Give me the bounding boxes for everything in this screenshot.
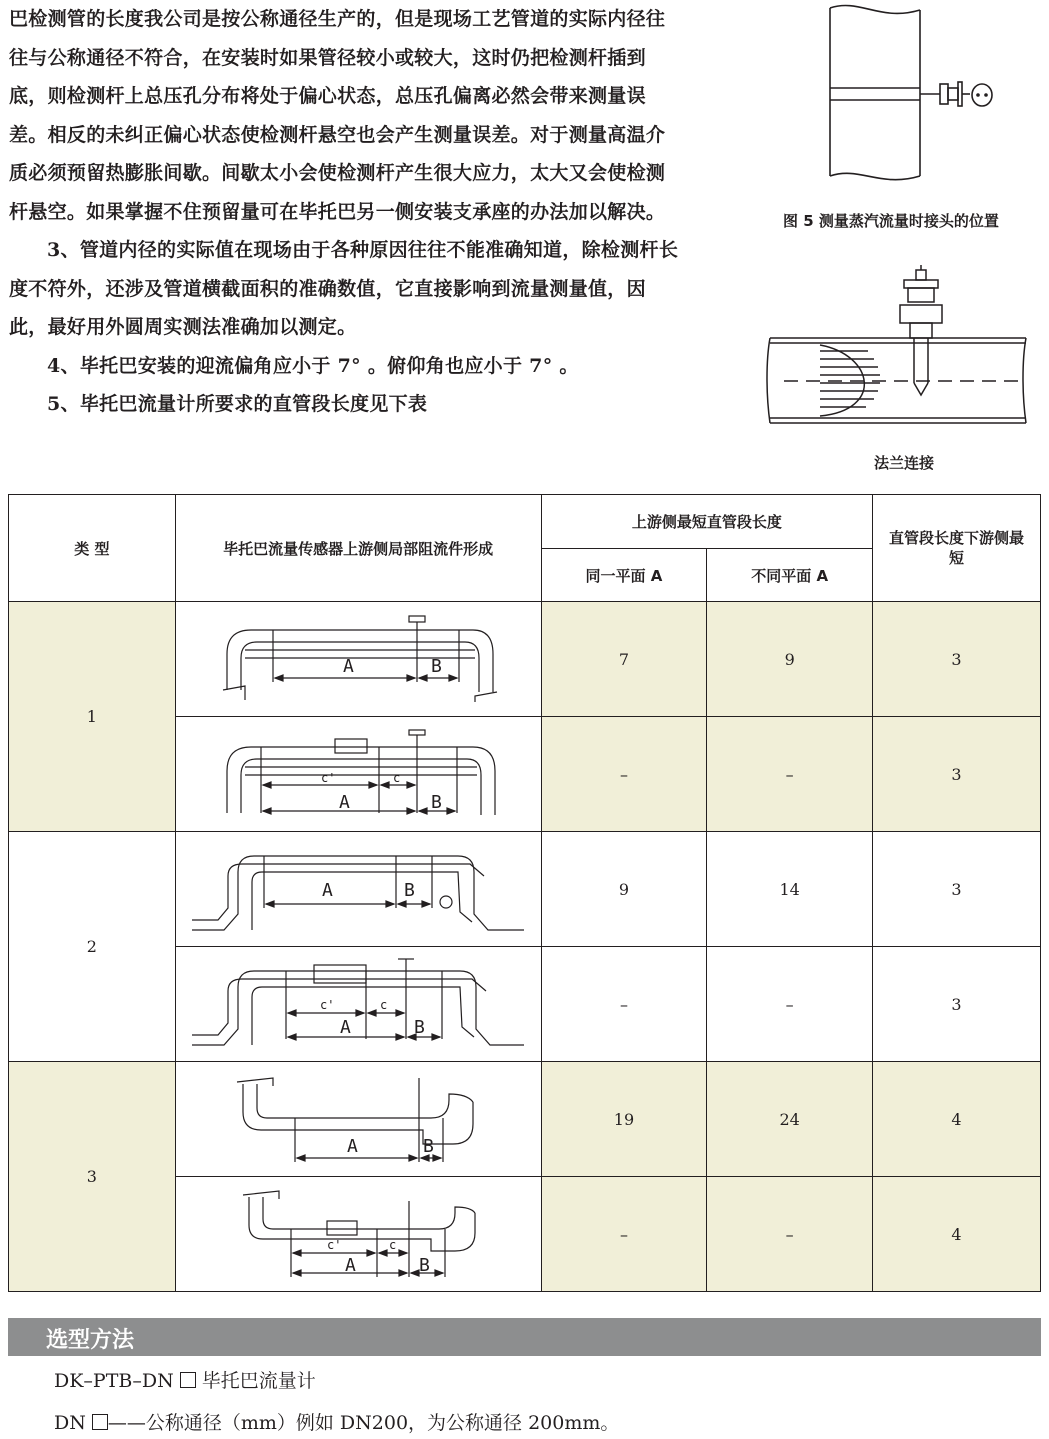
label-c: c (389, 1237, 397, 1252)
type-cell-1: 1 (9, 602, 176, 832)
label-a: A (343, 655, 354, 677)
same-plane-cell: – (541, 947, 707, 1062)
diagram-cell (175, 832, 541, 947)
label-b: B (431, 655, 442, 677)
diff-plane-cell: – (707, 1177, 873, 1292)
fig5-steam-connector-diagram (820, 0, 1000, 185)
label-a: A (345, 1254, 356, 1276)
header-downstream-text: 直管段长度下游侧最短 (889, 529, 1025, 567)
diff-plane-cell: 24 (707, 1062, 873, 1177)
intro-paragraph-2: 3、管道内径的实际值在现场由于各种原因往往不能准确知道，除检测杆长度不符外，还涉及管道横截面积的准确数值，它直接影响到流量测量值，因此，最好用外圆周实测法准确加以测定。 (9, 239, 679, 338)
label-b: B (414, 1016, 425, 1038)
downstream-cell: 4 (873, 1177, 1041, 1292)
header-downstream (873, 495, 1041, 602)
pipe-diagram-1b (203, 727, 513, 822)
section-title: 选型方法 (46, 1328, 135, 1353)
diagram-cell (175, 1062, 541, 1177)
header-upstream: 上游侧最短直管段长度 (541, 495, 872, 549)
label-a: A (340, 1016, 351, 1038)
flange-connection-diagram (764, 265, 1039, 430)
intro-paragraph-1: 巴检测管的长度我公司是按公称通径生产的，但是现场工艺管道的实际内径往往与公称通径不符合，在安装时如果管径较小或较大，这时仍把检测杆插到底，则检测杆上总压孔分布将处于偏心状态，总压孔偏离必然会带来测量误差。相反的未纠正偏心状态使检测杆悬空也会产生测量误差。对于测量高温介质必须预留热膨胀间歇。间歇太小会使检测杆产生很大应力，太大又会使检测杆悬空。如果掌握不住预留量可在毕托巴另一侧安装支承座的办法加以解决。 (9, 8, 666, 223)
section-header-selection (8, 1318, 1041, 1356)
blank-box-icon (92, 1414, 108, 1430)
pipe-diagram-2a (188, 842, 528, 937)
model-code-line (54, 1366, 316, 1393)
table-row (9, 602, 1041, 717)
intro-paragraph-3: 4、毕托巴安装的迎流偏角应小于 7° 。俯仰角也应小于 7° 。 (47, 354, 579, 377)
diff-plane-cell: 9 (707, 602, 873, 717)
blank-box-icon (180, 1372, 196, 1388)
diff-plane-cell: – (707, 947, 873, 1062)
model-desc: 毕托巴流量计 (201, 1370, 316, 1392)
dn-desc: ——公称通径（mm）例如 DN200，为公称通径 200mm。 (107, 1412, 620, 1434)
label-c: c (380, 997, 388, 1012)
pipe-diagram-3a (203, 1072, 513, 1167)
same-plane-cell: 7 (541, 602, 707, 717)
header-type: 类 型 (9, 495, 176, 602)
same-plane-cell: – (541, 717, 707, 832)
label-a: A (347, 1135, 358, 1157)
pipe-diagram-1a (203, 612, 513, 707)
pipe-diagram-3b (203, 1187, 513, 1282)
label-c-prime: c' (321, 770, 336, 785)
label-a: A (339, 791, 350, 813)
table-row (9, 832, 1041, 947)
label-c-prime: c' (320, 997, 335, 1012)
model-code: DK–PTB–DN (54, 1370, 174, 1392)
downstream-cell: 3 (873, 717, 1041, 832)
diagram-cell (175, 1177, 541, 1292)
label-b: B (423, 1135, 434, 1157)
diagram-cell (175, 602, 541, 717)
type-cell-2: 2 (9, 832, 176, 1062)
label-b: B (404, 879, 415, 901)
pipe-diagram-2b (188, 957, 528, 1052)
fig5-caption: 图 5 测量蒸汽流量时接头的位置 (783, 212, 999, 230)
label-c: c (393, 770, 401, 785)
label-c-prime: c' (327, 1237, 342, 1252)
diff-plane-cell: – (707, 717, 873, 832)
intro-paragraph-4: 5、毕托巴流量计所要求的直管段长度见下表 (47, 393, 428, 415)
header-form: 毕托巴流量传感器上游侧局部阻流件形成 (175, 495, 541, 602)
header-same-plane: 同一平面 A (541, 549, 707, 602)
table-row (9, 1062, 1041, 1177)
straight-pipe-length-table (8, 494, 1041, 1292)
downstream-cell: 3 (873, 947, 1041, 1062)
header-diff-plane: 不同平面 A (707, 549, 873, 602)
diagram-cell (175, 717, 541, 832)
same-plane-cell: – (541, 1177, 707, 1292)
diagram-cell (175, 947, 541, 1062)
diff-plane-cell: 14 (707, 832, 873, 947)
label-b: B (431, 791, 442, 813)
downstream-cell: 3 (873, 602, 1041, 717)
flange-caption: 法兰连接 (874, 454, 935, 472)
same-plane-cell: 9 (541, 832, 707, 947)
intro-text (9, 0, 679, 424)
type-cell-3: 3 (9, 1062, 176, 1292)
dn-desc-line (54, 1408, 619, 1435)
same-plane-cell: 19 (541, 1062, 707, 1177)
downstream-cell: 4 (873, 1062, 1041, 1177)
label-b: B (419, 1254, 430, 1276)
downstream-cell: 3 (873, 832, 1041, 947)
dn-code: DN (54, 1412, 86, 1434)
label-a: A (322, 879, 333, 901)
